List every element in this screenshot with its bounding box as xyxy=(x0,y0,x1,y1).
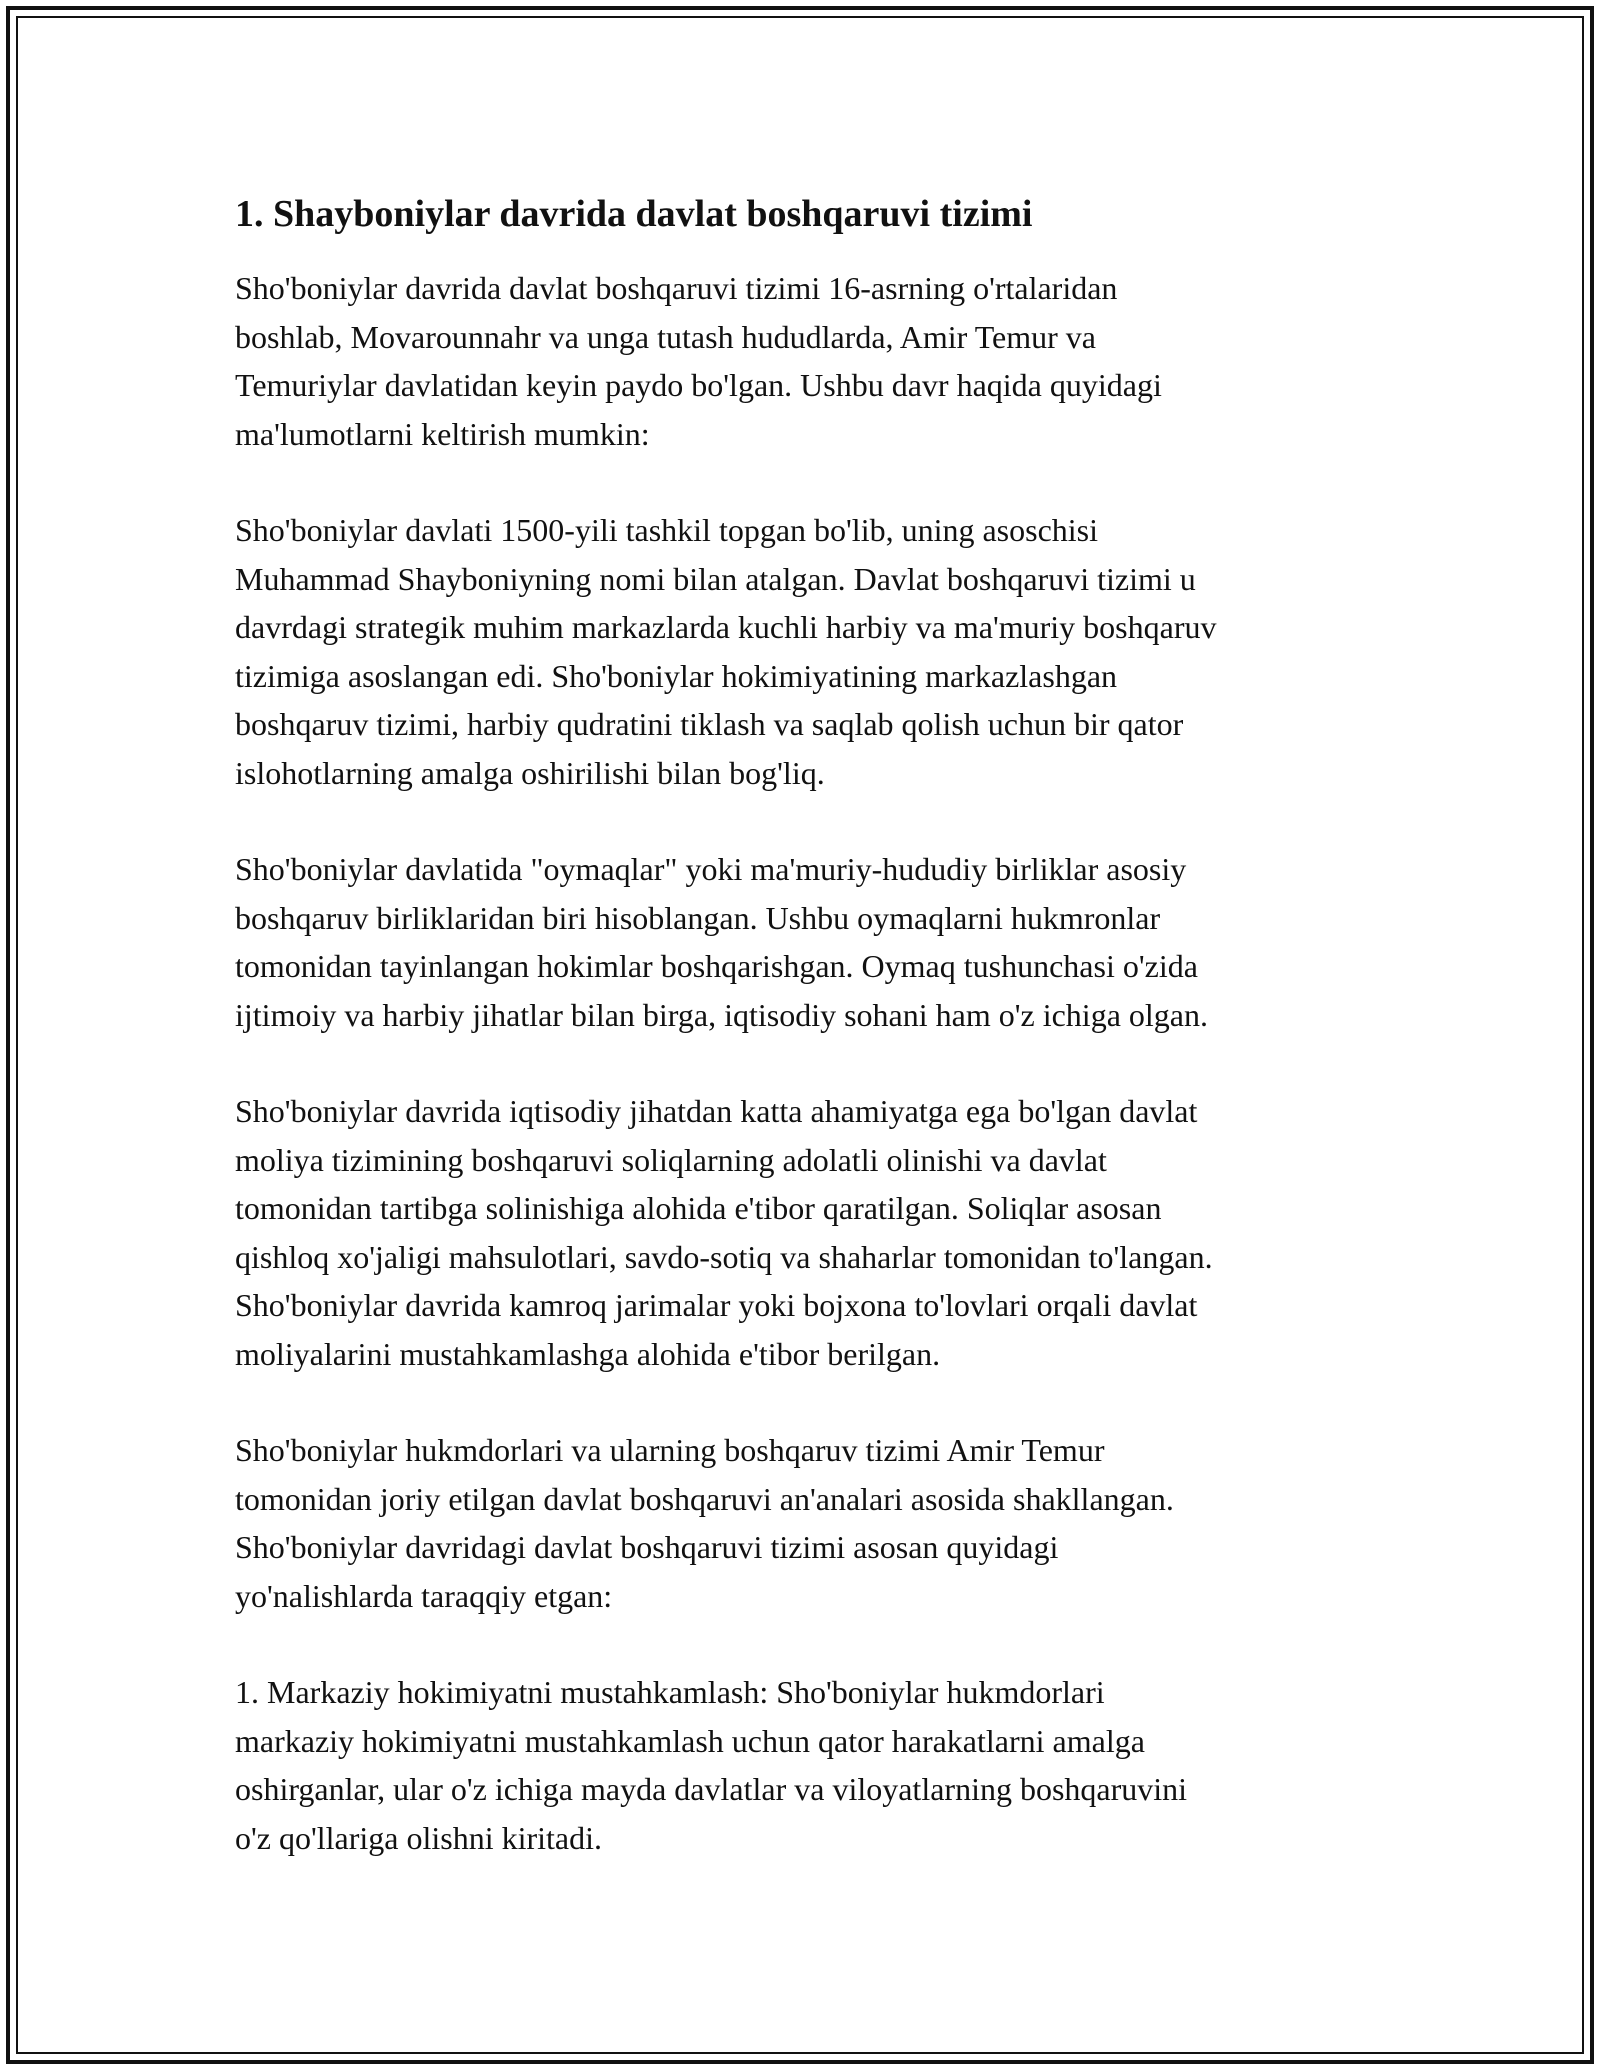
text-line: Sho'boniylar davrida iqtisodiy jihatdan katta ahamiyatga ega bo'lgan davlat xyxy=(235,1093,1198,1129)
text-line: boshqaruv tizimi, harbiy qudratini tiklash va saqlab qolish uchun bir qator xyxy=(235,706,1184,742)
paragraph-economy xyxy=(235,1087,1385,1378)
text-line: tomonidan tartibga solinishiga alohida e'tibor qaratilgan. Soliqlar asosan xyxy=(235,1190,1162,1226)
text-line: moliyalarini mustahkamlashga alohida e'tibor berilgan. xyxy=(235,1335,941,1372)
paragraph-intro xyxy=(235,264,1385,458)
paragraph-traditions xyxy=(235,1426,1385,1620)
text-line: o'z qo'llariga olishni kiritadi. xyxy=(235,1819,603,1856)
document-body xyxy=(235,188,1385,1862)
document-title: 1. Shayboniylar davrida davlat boshqaruvi tizimi xyxy=(235,193,1033,235)
text-line: boshqaruv birliklaridan biri hisoblangan. Ushbu oymaqlarni hukmronlar xyxy=(235,899,1161,936)
text-line: Temuriylar davlatidan keyin paydo bo'lgan. Ushbu davr haqida quyidagi xyxy=(235,367,1162,403)
text-line: Sho'boniylar davrida kamroq jarimalar yoki bojxona to'lovlari orqali davlat xyxy=(235,1287,1198,1323)
text-line: islohotlarning amalga oshirilishi bilan bog'liq. xyxy=(235,754,825,791)
text-line: davrdagi strategik muhim markazlarda kuchli harbiy va ma'muriy boshqaruv xyxy=(235,609,1217,645)
text-line: 1. Markaziy hokimiyatni mustahkamlash: Sho'boniylar hukmdorlari xyxy=(235,1674,1105,1710)
text-line: ma'lumotlarni keltirish mumkin: xyxy=(235,415,650,452)
text-line: Sho'boniylar davrida davlat boshqaruvi tizimi 16-asrning o'rtalaridan xyxy=(235,270,1118,306)
text-line: tizimiga asoslangan edi. Sho'boniylar hokimiyatining markazlashgan xyxy=(235,657,1118,694)
text-line: oshirganlar, ular o'z ichiga mayda davlatlar va viloyatlarning boshqaruvini xyxy=(235,1771,1188,1807)
text-line: moliya tizimining boshqaruvi soliqlarning adolatli olinishi va davlat xyxy=(235,1141,1107,1178)
text-line: ijtimoiy va harbiy jihatlar bilan birga, iqtisodiy sohani ham o'z ichiga olgan. xyxy=(235,996,1208,1033)
text-line: yo'nalishlarda taraqqiy etgan: xyxy=(235,1577,613,1614)
paragraph-oymaqlar xyxy=(235,845,1385,1039)
text-line: Sho'boniylar davridagi davlat boshqaruvi tizimi asosan quyidagi xyxy=(235,1529,1059,1565)
text-line: Sho'boniylar davlati 1500-yili tashkil topgan bo'lib, uning asoschisi xyxy=(235,512,1099,548)
text-line: Sho'boniylar hukmdorlari va ularning boshqaruv tizimi Amir Temur xyxy=(235,1432,1105,1468)
text-line: Muhammad Shayboniyning nomi bilan atalgan. Davlat boshqaruvi tizimi u xyxy=(235,560,1196,597)
paragraph-list-item-1 xyxy=(235,1668,1385,1862)
text-line: Sho'boniylar davlatida "oymaqlar" yoki ma'muriy-hududiy birliklar asosiy xyxy=(235,851,1187,887)
text-line: tomonidan joriy etilgan davlat boshqaruvi an'analari asosida shakllangan. xyxy=(235,1480,1174,1517)
text-line: tomonidan tayinlangan hokimlar boshqarishgan. Oymaq tushunchasi o'zida xyxy=(235,948,1198,984)
text-line: markaziy hokimiyatni mustahkamlash uchun qator harakatlarni amalga xyxy=(235,1722,1145,1759)
text-line: qishloq xo'jaligi mahsulotlari, savdo-sotiq va shaharlar tomonidan to'langan. xyxy=(235,1238,1213,1275)
paragraph-founding xyxy=(235,506,1385,797)
text-line: boshlab, Movarounnahr va unga tutash hududlarda, Amir Temur va xyxy=(235,318,1096,355)
